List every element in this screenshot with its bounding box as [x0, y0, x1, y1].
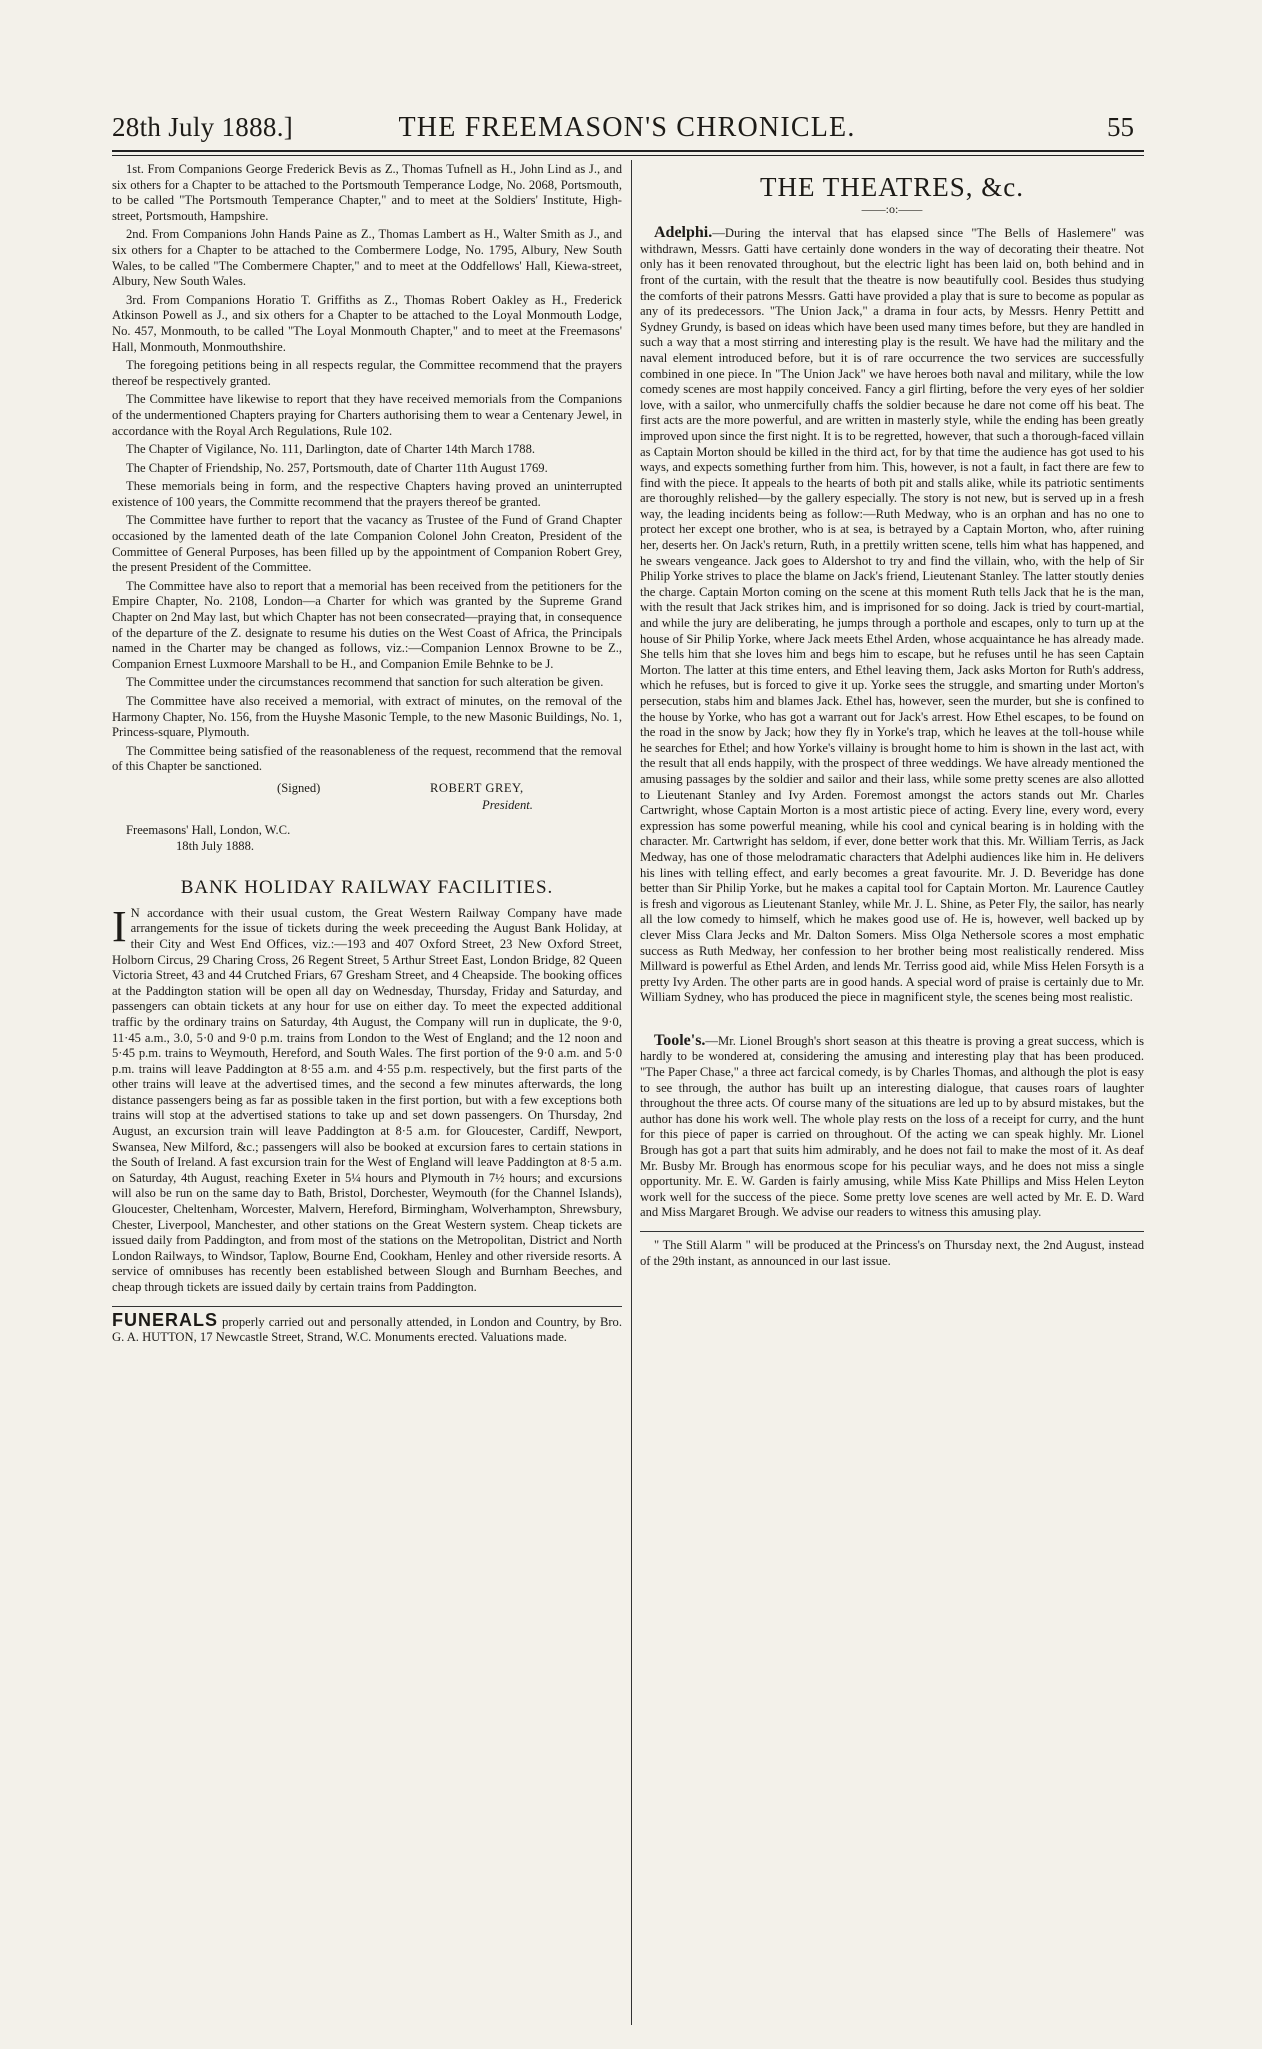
masthead-title: THE FREEMASON'S CHRONICLE. [398, 112, 856, 143]
advert-text: properly carried out and personally attended, in London and Country, by Bro. G. A. HUTTON, 17 Newcastle Street, Strand, W.C. Monuments erected. Valuations made. [112, 1314, 622, 1345]
report-paragraph: The Committee have further to report that the vacancy as Trustee of the Fund of Grand Chapter occasioned by the lamented death of the late Companion Colonel John Creaton, President of the Committee of General Purposes, has been filled up by the appointment of Companion Robert Grey, the present President of the Committee. [112, 513, 622, 575]
report-paragraph: The Chapter of Friendship, No. 257, Portsmouth, date of Charter 11th August 1769. [126, 460, 548, 475]
railway-section-title: BANK HOLIDAY RAILWAY FACILITIES. [180, 877, 554, 899]
adelphi-review [640, 225, 1144, 1006]
petition-paragraph: 2nd. From Companions John Hands Paine as Z., Thomas Lambert as H., Walter Smith as J., and six others for a Chapter to be attached to the Combermere Lodge, No. 1795, Albury, New South Wales, to be called "The Combermere Chapter," and to meet at the Oddfellows' Hall, Kiewa-street, Albury, New South Wales. [112, 227, 622, 289]
report-paragraph: These memorials being in form, and the respective Chapters having proved an uninterrupted existence of 100 years, the Committe recommend that the prayers thereof be granted. [112, 479, 622, 509]
adelphi-lead: Adelphi. [654, 224, 713, 242]
theatres-section-title: THE THEATRES, &c. [760, 172, 1024, 202]
report-paragraph: The Committee have likewise to report that they have received memorials from the Companions of the undermentioned Chapters praying for Charters authorising them to wear a Centenary Jewel, in accordance with the Royal Arch Regulations, Rule 102. [112, 392, 622, 438]
spacer [640, 1009, 1144, 1033]
funerals-advert [112, 1309, 622, 1346]
page-header [112, 112, 1142, 148]
tooles-lead: Toole's. [654, 1031, 706, 1049]
railway-article [112, 901, 622, 1296]
petition-paragraph: 1st. From Companions George Frederick Bevis as Z., Thomas Tufnell as H., John Lind as J., and six others for a Chapter to be attached to the Portsmouth Temperance Lodge, No. 2068, Portsmouth, to be called "The Portsmouth Temperance Chapter," and to meet at the Soldiers' Institute, High-street, Portsmouth, Hampshire. [112, 162, 622, 223]
section-separator: ——:o:—— [861, 201, 923, 216]
report-paragraph: The Committee have also received a memorial, with extract of minutes, on the removal of the Harmony Chapter, No. 156, from the Huyshe Masonic Temple, to the new Masonic Buildings, No. 1, Princess-square, Plymouth. [112, 694, 622, 740]
header-rule [112, 150, 1144, 152]
dateline-date: 18th July 1888. [176, 838, 255, 853]
advert-lead: FUNERALS [112, 1309, 218, 1330]
right-column [640, 162, 1144, 1272]
report-paragraph: The Chapter of Vigilance, No. 111, Darlington, date of Charter 14th March 1788. [126, 442, 536, 457]
column-divider [631, 160, 632, 2025]
tooles-text: —Mr. Lionel Brough's short season at this theatre is proving a great success, which is hardly to be wondered at, considering the amusing and interesting play that has been produced. "The Paper Chase," a three act farcical comedy, is by Charles Thomas, and although the plot is easy to see through, the author has built up an interesting dialogue, that causes roars of laughter throughout the three acts. Of course many of the situations are led up to by absurd mistakes, but the author has done his work well. The whole play rests on the loss of a receipt for curry, and the hunt for this piece of paper is carried on throughout. Of the acting we can speak highly. Mr. Lionel Brough has got a part that suits him admirably, and he does not fail to make the most of it. As deaf Mr. Busby Mr. Brough has enormous scope for his peculiar ways, and he does not miss a single opportunity. Mr. E. W. Garden is fairly amusing, while Miss Kate Phillips and Miss Helen Leyton work well for the success of the piece. Some pretty love scenes are well acted by Mr. E. D. Ward and Miss Margaret Brough. We advise our readers to witness this amusing play. [640, 1033, 1144, 1220]
header-rule-thin [112, 155, 1144, 156]
signatory-name: ROBERT GREY, [430, 780, 524, 795]
report-paragraph: The Committee under the circumstances recommend that sanction for such alteration be given. [126, 675, 604, 690]
report-paragraph: The foregoing petitions being in all respects regular, the Committee recommend that the prayers thereof be respectively granted. [112, 358, 622, 388]
railway-article-text: N accordance with their usual custom, the Great Western Railway Company have made arrangements for the issue of tickets during the week preceeding the August Bank Holiday, at their City and West End Offices, viz.:—193 and 407 Oxford Street, 23 New Oxford Street, Holborn Circus, 29 Charing Cross, 26 Regent Street, 5 Arthur Street East, London Bridge, 82 Queen Victoria Street, 43 and 44 Crutched Friars, 67 Gresham Street, and 4 Cheapside. The booking offices at the Paddington station will be open all day on Wednesday, Thursday, Friday and Saturday, and passengers can obtain tickets at any hour for use on either day. To meet the expected additional traffic by the ordinary trains on Saturday, 4th August, the Company will run in duplicate, the 9·0, 11·45 a.m., 3.0, 5·0 and 9·0 p.m. trains from London to the West of England; and the 12 noon and 5·45 p.m. trains to Weymouth, Hereford, and South Wales. The first portion of the 9·0 a.m. and 5·0 p.m. trains will leave Paddington at 8·55 a.m. and 4·55 p.m. respectively, but the first parts of the other trains will leave at the advertised times, and the second a few minutes afterwards, the long distance passengers being as far as possible taken in the first portion, but with a few exceptions both trains will stop at the advertised stations to take up and set down passengers. On Thursday, 2nd August, an excursion train will leave Paddington at 8·5 a.m. for Gloucester, Cardiff, Newport, Swansea, New Milford, &c.; passengers will also be booked at excursion fares to certain stations in the South of Ireland. A fast excursion train for the West of England will leave Paddington at 8·5 a.m. on Saturday, 4th August, reaching Exeter in 5¼ hours and Plymouth in 7½ hours; and excursions will also be run on the same day to Bath, Bristol, Dorchester, Weymouth (for the Channel Islands), Gloucester, Cheltenham, Worcester, Malvern, Hereford, Birmingham, Wolverhampton, Shrewsbury, Chester, Liverpool, Manchester, and other stations on the Great Western system. Cheap tickets are issued daily from Paddington, and from most of the stations on the Metropolitan, District and North London Railways, to Windsor, Taplow, Bourne End, Cookham, Henley and other riverside resorts. A service of omnibuses has recently been established between Slough and Burnham Beeches, and cheap through tickets are issued daily by certain trains from Paddington. [112, 905, 622, 1294]
still-alarm-notice: " The Still Alarm " will be produced at the Princess's on Thursday next, the 2nd August, instead of the 29th instant, as announced in our last issue. [640, 1238, 1144, 1268]
signature-block [112, 781, 622, 817]
advert-rule [112, 1306, 622, 1307]
report-paragraph: The Committee being satisfied of the reasonableness of the request, recommend that the removal of this Chapter be sanctioned. [112, 743, 622, 774]
report-paragraph: The Committee have also to report that a memorial has been received from the petitioners for the Empire Chapter, No. 2108, London—a Charter for which was granted by the Supreme Grand Chapter on 2nd May last, but which Chapter has not been consecrated—praying that, in consequence of the departure of the Z. designate to resume his duties on the West Coast of Africa, the Principals named in the Charter may be changed as follows, viz.:—Companion Lennox Browne to be Z., Companion Ernest Luxmoore Marshall to be H., and Companion Emile Behnke to be J. [112, 578, 622, 671]
left-column [112, 162, 622, 1349]
page-number: 55 [1107, 112, 1134, 142]
dateline-place: Freemasons' Hall, London, W.C. [126, 822, 291, 837]
adelphi-text: —During the interval that has elapsed since "The Bells of Haslemere" was withdrawn, Messrs. Gatti have certainly done wonders in the way of decorating their theatre. Not only has it been renovated throughout, but the electric light has been laid on, both behind and in front of the curtain, with the result that the theatre is now beautifully cool. Besides thus studying the comforts of their patrons Messrs. Gatti have provided a play that is sure to become as popular as any of its predecessors. "The Union Jack," a drama in four acts, by Messrs. Henry Pettitt and Sydney Grundy, is based on ideas which have been used many times before, but they are handled in such a way that a most stirring and interesting play is the result. We have had the military and the naval element introduced before, but it is of rare occurrence the two services are successfully combined in one piece. In "The Union Jack" we have heroes both naval and military, while the low comedy scenes are most happily conceived. Fancy a girl flirting, before the very eyes of her soldier love, with a sailor, who unmercifully chaffs the soldier because he dare not come off his beat. The first acts are the more powerful, and are written in masterly style, while the ending has been greatly improved upon since the first night. It is to be regretted, however, that such a thorough-faced villain as Captain Morton should be killed in the third act, for by that time the audience has got used to his ways, and expects something further from him. This, however, is not a fault, in fact there are few to find with the piece. It appeals to the hearts of both pit and stalls alike, while its patriotic sentiments are thoroughly relished—by the gallery especially. The story is not new, but is served up in a fresh way, the leading incidents being as follow:—Ruth Medway, who is an orphan and has no one to protect her except one brother, who is at sea, is betrayed by a Captain Morton, who, after ruining her, deserts her. On Jack's return, Ruth, in a prettily written scene, tells him what has happened, and he swears vengeance. Jack goes to Aldershot to try and find the villain, who, with the help of Sir Philip Yorke strives to place the blame on Jack's friend, Lieutenant Stanley. The latter stoutly denies the charge. Captain Morton coming on the scene at this moment Ruth tells Jack that he is the man, with the result that Jack strikes him, and is imprisoned for so doing. Jack is tried by court-martial, and while the jury are deliberating, he jumps through a porthole and escapes, only to turn up at the house of Sir Philip Yorke, where Jack meets Ethel Arden, whose acquaintance he has already made. She tells him that she loves him and begs him to escape, but he refuses until he has seen Captain Morton. The latter at this time enters, and Ethel leaving them, Jack asks Morton for Ruth's address, which he refuses, but is forced to give it up. Yorke sees the struggle, and smarting under Morton's persecution, stabs him and blames Jack. Ethel has, however, seen the murder, but she is confined to the house by Yorke, who has got a warrant out for Jack's arrest. How Ethel escapes, to be found on the road in the snow by Jack; how they fly in Yorke's trap, which he leaves at the toll-house while he searches for Ethel; and how Yorke's villainy is brought home to him is shown in the last act, with the result that all ends happily, with the prospect of three weddings. We have already mentioned the amusing passages by the soldier and sailor and their lass, while some pretty scenes are also allotted to Lieutenant Stanley and Ivy Arden. Foremost amongst the actors stands out Mr. Charles Cartwright, whose Captain Morton is a most artistic piece of acting. Every line, every word, every expression has some powerful meaning, while his cool and cynical bearing is in holding with the character. Mr. Cartwright has seldom, if ever, done better work that this. Mr. William Terris, as Jack Medway, has one of those melodramatic characters that Adelphi audiences like him in. He delivers his lines with telling effect, and early becomes a great favourite. Mr. J. D. Beveridge has done better than Sir Philip Yorke, but he makes a capital tool for Captain Morton. Mr. Laurence Cautley is fresh and vigorous as Lieutenant Stanley, while Mr. J. L. Shine, as Peter Fly, the sailor, has nearly all the low comedy to himself, which he makes good use of. He is, however, well backed up by clever Miss Clara Jecks and Mr. Dalton Somers. Miss Olga Nethersole scores a most emphatic success as Ruth Medway, her confession to her brother being most realistically rendered. Miss Millward is powerful as Ethel Arden, and lends Mr. Terriss good aid, while Miss Helen Forsyth is a pretty Ivy Arden. The other parts are in good hands. A special word of praise is certainly due to Mr. William Sydney, who has produced the piece in magnificent style, the scenes being most realistic. [640, 226, 1144, 1005]
petition-paragraph: 3rd. From Companions Horatio T. Griffiths as Z., Thomas Robert Oakley as H., Frederick Atkinson Powell as J., and six others for a Chapter to be attached to the Loyal Monmouth Lodge, No. 457, Monmouth, to be called "The Loyal Monmouth Chapter," and to meet at the Freemasons' Hall, Monmouth, Monmouthshire. [112, 292, 622, 354]
signatory-title: President. [482, 797, 533, 812]
drop-cap: I [112, 901, 127, 951]
tooles-review [640, 1033, 1144, 1221]
issue-date: 28th July 1888.] [112, 112, 294, 142]
signed-label: (Signed) [277, 780, 321, 795]
notice-rule [640, 1231, 1144, 1232]
